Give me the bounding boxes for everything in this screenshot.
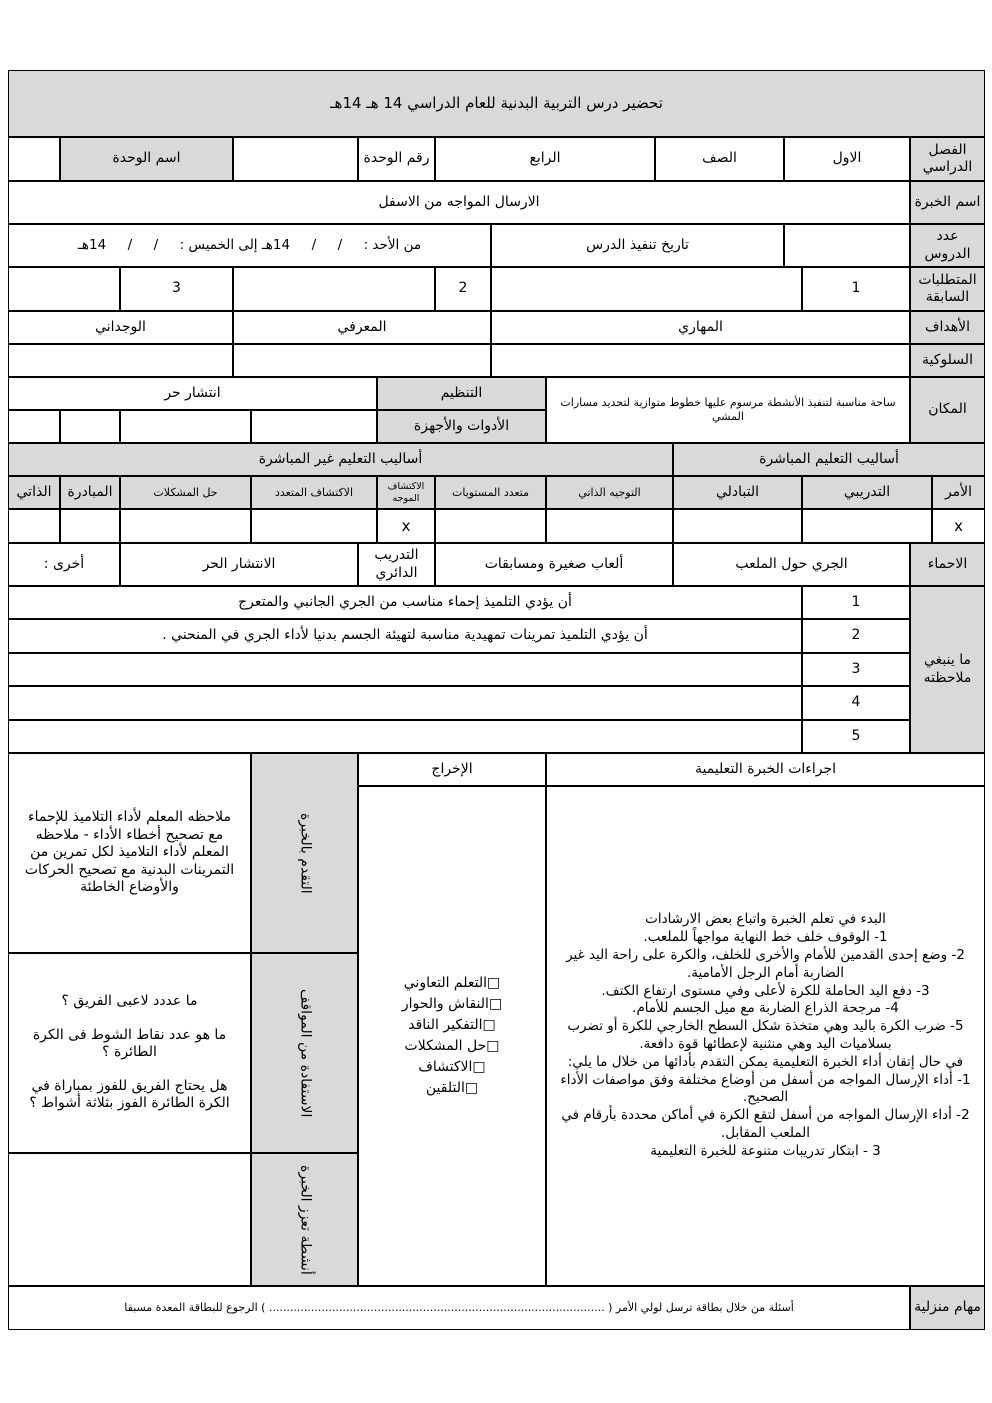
page-title: تحضير درس التربية البدنية للعام الدراسي 14 هـ 14هـ bbox=[8, 70, 985, 137]
benefit-label: الاستفادة من المواقف bbox=[251, 953, 358, 1153]
goal-cognitive-text bbox=[233, 344, 491, 377]
output-item: □ الاكتشاف bbox=[418, 1057, 485, 1078]
output-header: الإخراج bbox=[358, 753, 546, 786]
unit-number-label: رقم الوحدة bbox=[358, 137, 435, 181]
goal-skill: المهاري bbox=[491, 311, 910, 344]
goals-behavioral-label: السلوكية bbox=[910, 344, 985, 377]
homework-label: مهام منزلية bbox=[910, 1286, 985, 1330]
style-practice: التدريبي bbox=[802, 476, 932, 509]
output-item: □ النقاش والحوار bbox=[402, 994, 502, 1015]
tools-label: الأدوات والأجهزة bbox=[377, 410, 546, 443]
goal-affective: الوجداني bbox=[8, 311, 233, 344]
goal-affective-text bbox=[8, 344, 233, 377]
benefit-text bbox=[8, 953, 251, 1153]
procedure-line: 1- الوقوف خلف خط النهاية مواجهاً للملعب. bbox=[643, 929, 888, 946]
observation-label: ما ينبغي ملاحظته bbox=[910, 586, 985, 753]
mark-problem-solving[interactable] bbox=[120, 509, 251, 543]
progress-label: التقدم بالخبرة bbox=[251, 753, 358, 953]
style-divergent-discovery: الاكتشاف المتعدد bbox=[251, 476, 377, 509]
procedures-text bbox=[546, 907, 985, 1164]
goals-label: الأهداف bbox=[910, 311, 985, 344]
style-self-check: التوجيه الذاتي bbox=[546, 476, 673, 509]
observation-number: 4 bbox=[802, 686, 910, 720]
output-body bbox=[358, 786, 546, 1286]
style-initiative: المبادرة bbox=[60, 476, 120, 509]
prerequisite-number-1: 1 bbox=[802, 267, 910, 311]
style-inclusion: متعدد المستويات bbox=[435, 476, 546, 509]
semester-value: الاول bbox=[784, 137, 910, 181]
benefit-question: هل يحتاج الفريق للفوز بمباراة في الكرة الطائرة الفوز بثلاثة أشواط ؟ bbox=[29, 1077, 230, 1112]
benefit-question: ما عددد لاعبى الفريق ؟ bbox=[61, 993, 198, 1010]
progress-text: ملاحظه المعلم لأداء التلاميذ للإحماء مع تصحيح أخطاء الأداء - ملاحظه المعلم لأداء التلاميذ لكل تمرين من التمرينات البدنية مع تصحيح الحركات والأوضاع الخاطئة bbox=[8, 753, 251, 953]
goal-skill-text bbox=[491, 344, 910, 377]
warmup-small-games: ألعاب صغيرة ومسابقات bbox=[435, 543, 673, 586]
output-item: □ التعلم التعاوني bbox=[404, 973, 501, 994]
indirect-styles-header: أساليب التعليم غير المباشرة bbox=[8, 443, 673, 476]
observation-number: 1 bbox=[802, 586, 910, 619]
prerequisites-label: المتطلبات السابقة bbox=[910, 267, 985, 311]
observation-text bbox=[8, 686, 802, 720]
grade-label: الصف bbox=[655, 137, 784, 181]
procedure-line: البدء في تعلم الخبرة واتباع بعض الارشادات bbox=[645, 911, 886, 928]
tools-cell-1 bbox=[251, 410, 377, 443]
procedure-line: 5- ضرب الكرة باليد وهي متخذة شكل السطح الخارجي للكرة أو تضرب بسلاميات اليد وهي منثنية لإعطائها قوة دافعة. bbox=[567, 1018, 964, 1052]
tools-cell-2 bbox=[120, 410, 251, 443]
observation-number: 3 bbox=[802, 653, 910, 686]
mark-self-check[interactable] bbox=[546, 509, 673, 543]
observation-text: أن يؤدي التلميذ تمرينات تمهيدية مناسبة لتهيئة الجسم بدنيا لأداء الجري في المنحني . bbox=[8, 619, 802, 653]
organization-label: التنظيم bbox=[377, 377, 546, 410]
unit-number-value bbox=[233, 137, 358, 181]
output-list bbox=[402, 973, 502, 1099]
observation-number: 5 bbox=[802, 720, 910, 753]
style-reciprocal: التبادلي bbox=[673, 476, 802, 509]
lessons-count-label: عدد الدروس bbox=[910, 224, 985, 267]
procedure-line: في حال إتقان أداء الخبرة التعليمية يمكن التقدم بأدائها من خلال ما يلي: bbox=[567, 1053, 964, 1070]
lesson-plan-table bbox=[8, 70, 985, 1330]
lessons-count-value bbox=[784, 224, 910, 267]
unit-name-label: اسم الوحدة bbox=[60, 137, 233, 181]
style-guided-discovery: الاكتشاف الموجه bbox=[377, 476, 435, 509]
prerequisite-2-text bbox=[233, 267, 435, 311]
semester-label: الفصل الدراسي bbox=[910, 137, 985, 181]
mark-practice[interactable] bbox=[802, 509, 932, 543]
place-label: المكان bbox=[910, 377, 985, 443]
procedures-body bbox=[546, 786, 985, 1286]
experience-value: الارسال المواجه من الاسفل bbox=[8, 181, 910, 224]
grade-value: الرابع bbox=[435, 137, 655, 181]
procedure-line: 4- مرجحة الذراع الضاربة مع ميل الجسم للأمام. bbox=[632, 1000, 899, 1017]
mark-self-teaching[interactable] bbox=[8, 509, 60, 543]
observation-text: أن يؤدي التلميذ إحماء مناسب من الجري الجانبي والمتعرج bbox=[8, 586, 802, 619]
direct-styles-header: أساليب التعليم المباشرة bbox=[673, 443, 985, 476]
mark-guided-discovery[interactable]: x bbox=[377, 509, 435, 543]
organization-value: انتشار حر bbox=[8, 377, 377, 410]
mark-initiative[interactable] bbox=[60, 509, 120, 543]
lesson-date-range: من الأحد : / / 14هـ إلى الخميس : / / 14هـ bbox=[8, 224, 491, 267]
style-self-teaching: الذاتي bbox=[8, 476, 60, 509]
procedure-line: 2- وضع إحدى القدمين للأمام والأخرى للخلف، والكرة على راحة اليد غير الضاربة أمام الرجل الأمامية. bbox=[566, 946, 965, 981]
activities-text bbox=[8, 1153, 251, 1286]
warmup-free-spread: الانتشار الحر bbox=[120, 543, 358, 586]
mark-inclusion[interactable] bbox=[435, 509, 546, 543]
prerequisite-number-3: 3 bbox=[120, 267, 233, 311]
tools-cell-3 bbox=[60, 410, 120, 443]
procedure-line: 1- أداء الإرسال المواجه من أسفل من أوضاع مختلفة وفق مواصفات الأداء الصحيح. bbox=[560, 1071, 971, 1106]
procedure-line: 3- دفع اليد الحاملة للكرة لأعلى وفي مستوى ارتفاع الكتف. bbox=[601, 982, 930, 999]
place-value: ساحة مناسبة لتنفيذ الأنشطة مرسوم عليها خطوط متوازية لتحديد مسارات المشي bbox=[546, 377, 910, 443]
mark-command[interactable]: x bbox=[932, 509, 985, 543]
activities-label: أنشطة تعزز الخبرة bbox=[251, 1153, 358, 1286]
warmup-label: الاحماء bbox=[910, 543, 985, 586]
warmup-other: أخرى : bbox=[8, 543, 120, 586]
mark-reciprocal[interactable] bbox=[673, 509, 802, 543]
unit-name-value bbox=[8, 137, 60, 181]
prerequisite-number-2: 2 bbox=[435, 267, 491, 311]
observation-number: 2 bbox=[802, 619, 910, 653]
warmup-circuit-training: التدريب الدائري bbox=[358, 543, 435, 586]
procedure-line: 2- أداء الإرسال المواجه من أسفل لتقع الكرة في أماكن محددة بأرقام في الملعب المقابل. bbox=[561, 1107, 970, 1142]
output-item: □ حل المشكلات bbox=[405, 1036, 500, 1057]
experience-label: اسم الخبرة bbox=[910, 181, 985, 224]
procedure-line: 3 - ابتكار تدريبات متنوعة للخبرة التعليمية bbox=[650, 1142, 881, 1159]
output-item: □ التلقين bbox=[426, 1078, 478, 1099]
output-item: □ التفكير الناقد bbox=[408, 1015, 496, 1036]
procedures-header: اجراءات الخبرة التعليمية bbox=[546, 753, 985, 786]
style-command: الأمر bbox=[932, 476, 985, 509]
observation-text bbox=[8, 653, 802, 686]
goal-cognitive: المعرفي bbox=[233, 311, 491, 344]
benefit-question: ما هو عدد نقاط الشوط فى الكرة الطائرة ؟ bbox=[32, 1026, 227, 1061]
observation-text bbox=[8, 720, 802, 753]
lesson-date-label: تاريخ تنفيذ الدرس bbox=[491, 224, 784, 267]
warmup-running: الجري حول الملعب bbox=[673, 543, 910, 586]
prerequisite-3-text bbox=[8, 267, 120, 311]
style-problem-solving: حل المشكلات bbox=[120, 476, 251, 509]
mark-divergent-discovery[interactable] bbox=[251, 509, 377, 543]
tools-cell-4 bbox=[8, 410, 60, 443]
prerequisite-1-text bbox=[491, 267, 802, 311]
homework-text: أسئلة من خلال بطاقة ترسل لولي الأمر ( ................................................................................................ ) الرجوع للبطاقة المعدة مسبقا bbox=[8, 1286, 910, 1330]
